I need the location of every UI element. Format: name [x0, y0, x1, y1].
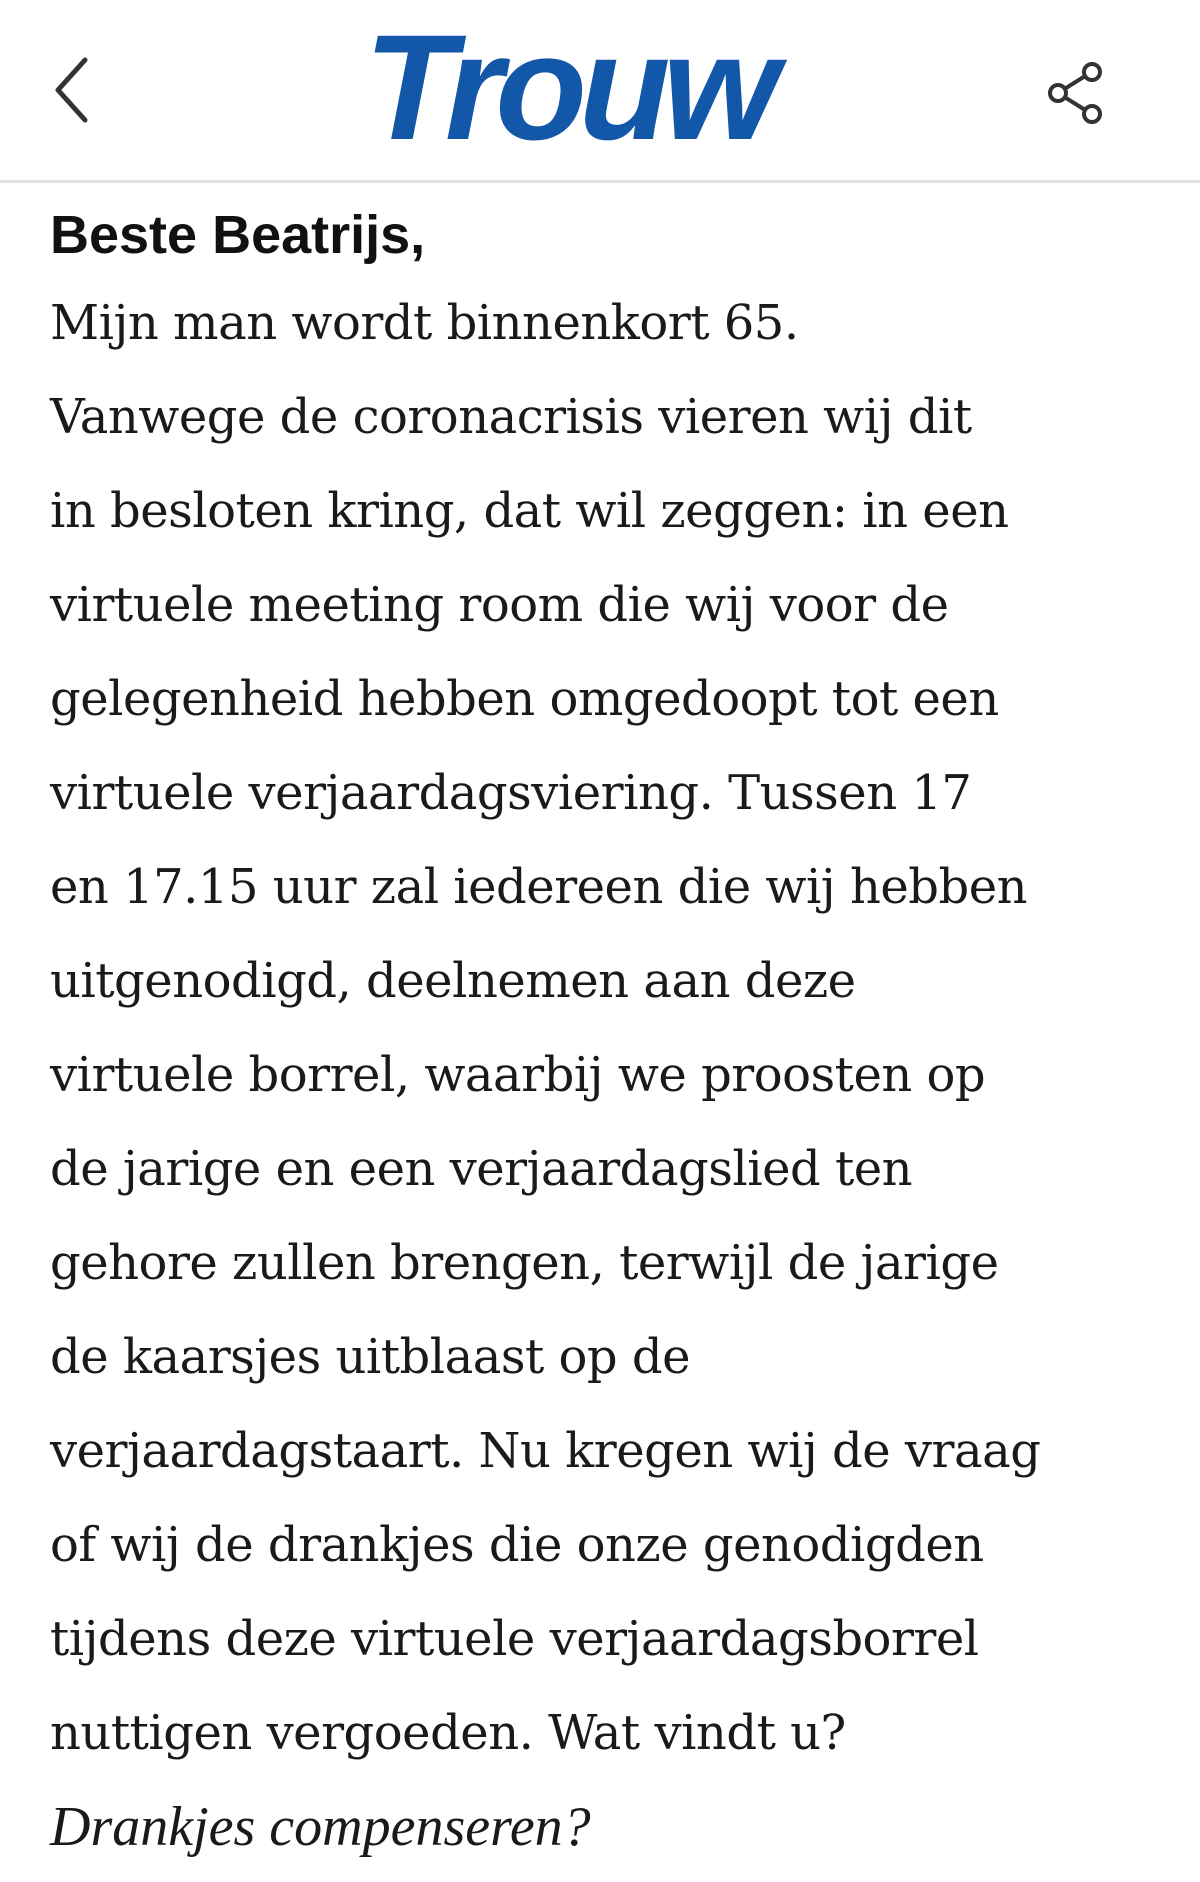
letter-line: virtuele verjaardagsviering. Tussen 17	[50, 765, 972, 821]
app-header	[0, 0, 1200, 183]
letter-line: de kaarsjes uitblaast op de	[50, 1329, 691, 1385]
chevron-left-icon	[40, 50, 110, 130]
letter-line: Mijn man wordt binnenkort 65.	[50, 295, 799, 351]
letter-line: virtuele borrel, waarbij we proosten op	[50, 1047, 986, 1103]
back-button[interactable]	[40, 50, 110, 130]
letter-line: of wij de drankjes die onze genodigden	[50, 1517, 984, 1573]
letter-line: de jarige en een verjaardagslied ten	[50, 1141, 913, 1197]
letter-line: gehore zullen brengen, terwijl de jarige	[50, 1235, 999, 1291]
article-body	[50, 200, 1170, 1874]
letter-line: en 17.15 uur zal iedereen die wij hebben	[50, 859, 1028, 915]
letter-line: uitgenodigd, deelnemen aan deze	[50, 953, 856, 1009]
trouw-logo	[364, 3, 834, 171]
closing-question: Drankjes compenseren?	[50, 1796, 591, 1858]
share-button[interactable]	[1040, 58, 1110, 128]
logo-text: Trouw	[364, 3, 772, 171]
salutation: Beste Beatrijs,	[50, 205, 426, 265]
letter-line: verjaardagstaart. Nu kregen wij de vraag	[50, 1423, 1041, 1479]
letter-line: gelegenheid hebben omgedoopt tot een	[50, 671, 999, 727]
letter-text	[50, 276, 1170, 1780]
share-icon	[1040, 58, 1110, 128]
letter-line: nuttigen vergoeden. Wat vindt u?	[50, 1705, 846, 1761]
letter-line: tijdens deze virtuele verjaardagsborrel	[50, 1611, 979, 1667]
letter-line: in besloten kring, dat wil zeggen: in een	[50, 483, 1009, 539]
letter-line: Vanwege de coronacrisis vieren wij dit	[50, 389, 972, 445]
letter-line: virtuele meeting room die wij voor de	[50, 577, 949, 633]
